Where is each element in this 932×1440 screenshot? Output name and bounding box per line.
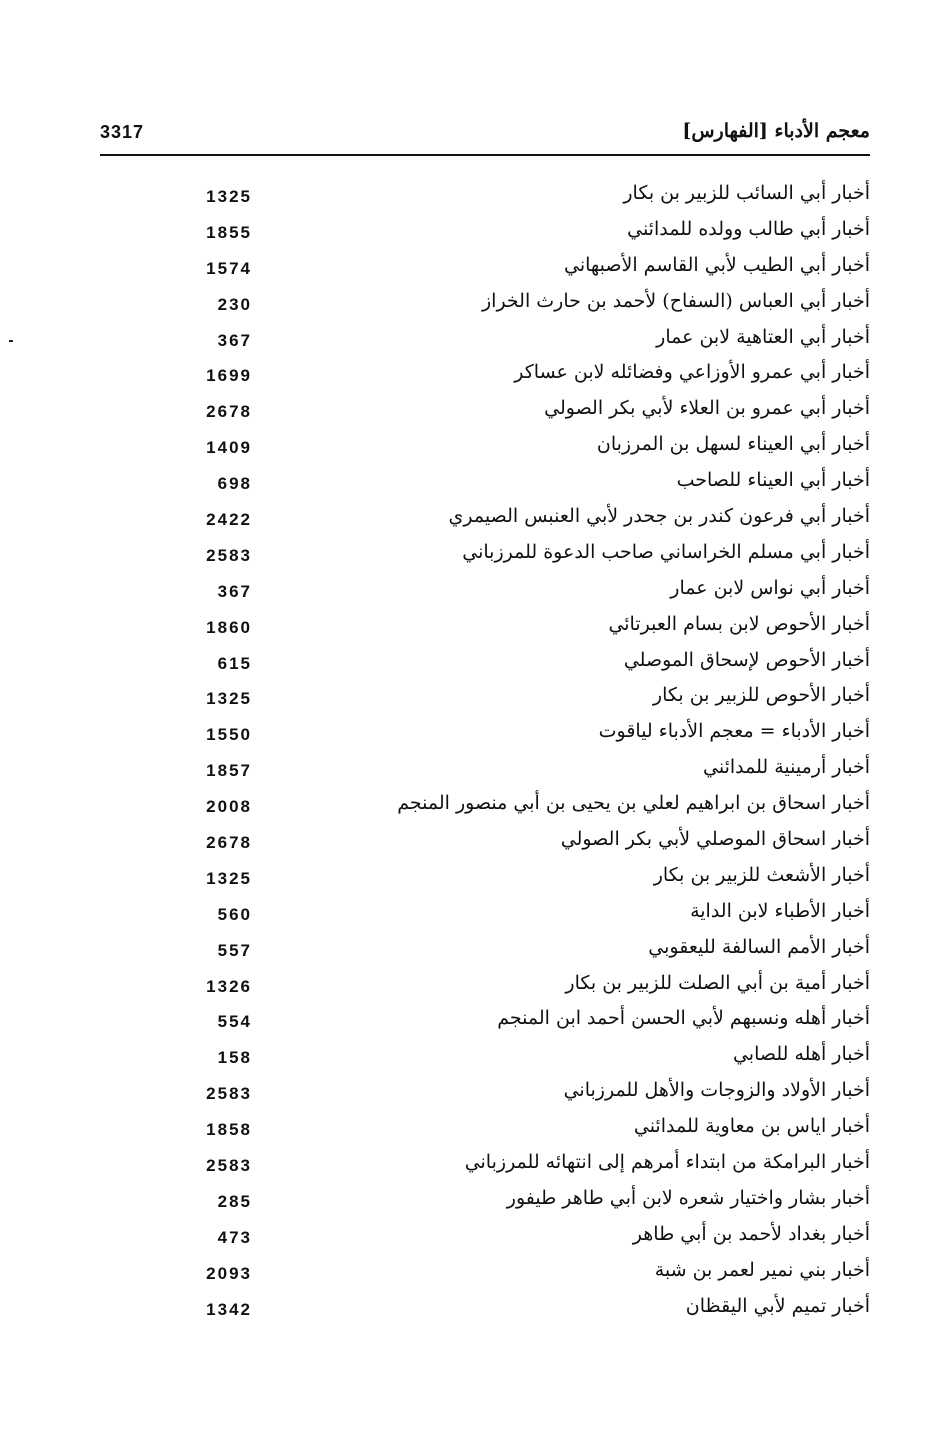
index-entry: [0, 1003, 932, 1039]
index-entry: [0, 1291, 932, 1327]
entry-title: أخبار الأطباء لابن الداية: [690, 899, 870, 922]
entry-title: أخبار أرمينية للمدائني: [703, 756, 870, 779]
index-entry: [0, 1147, 932, 1183]
entry-page-number: 2008: [206, 797, 252, 817]
entry-page-number: 1574: [206, 258, 252, 278]
entry-page-number: 2422: [206, 510, 252, 530]
entry-title: أخبار أبي عمرو الأوزاعي وفضائله لابن عساكر: [514, 361, 870, 384]
entry-page-number: 2583: [206, 545, 252, 565]
entry-page-number: 1409: [206, 438, 252, 458]
index-entry: [0, 214, 932, 250]
entry-page-number: 473: [217, 1227, 252, 1247]
index-entry: [0, 322, 932, 358]
entry-title: أخبار الأمم السالفة لليعقوبي: [648, 935, 870, 958]
entry-title: أخبار الأشعث للزبير بن بكار: [653, 863, 870, 886]
index-entry: [0, 1075, 932, 1111]
entry-title: أخبار اياس بن معاوية للمدائني: [633, 1115, 870, 1138]
index-entry: [0, 465, 932, 501]
index-entry: [0, 1219, 932, 1255]
entry-title: أخبار اسحاق الموصلي لأبي بكر الصولي: [560, 828, 870, 851]
index-entry: [0, 896, 932, 932]
entry-page-number: 1342: [206, 1299, 252, 1319]
entry-page-number: 367: [217, 330, 252, 350]
entry-title: أخبار أبي الطيب لأبي القاسم الأصبهاني: [563, 253, 870, 276]
entry-page-number: 698: [217, 474, 252, 494]
index-entry: [0, 824, 932, 860]
entry-title: أخبار أبي مسلم الخراساني صاحب الدعوة للمرزباني: [462, 540, 870, 563]
entry-title: أخبار أبي السائب للزبير بن بكار: [623, 182, 870, 204]
index-entry: [0, 573, 932, 609]
entry-page-number: 367: [217, 581, 252, 601]
entry-title: أخبار الأحوص لإسحاق الموصلي: [623, 648, 870, 671]
entry-title: أخبار الأحوص للزبير بن بكار: [652, 684, 870, 707]
entry-page-number: 1699: [206, 366, 252, 386]
entry-title: أخبار تميم لأبي اليقظان: [685, 1294, 870, 1317]
entry-title: أخبار بغداد لأحمد بن أبي طاهر: [632, 1222, 870, 1245]
index-entry: [0, 1039, 932, 1075]
entry-title: أخبار بني نمير لعمر بن شبة: [654, 1258, 870, 1281]
index-entry: [0, 1255, 932, 1291]
entry-page-number: 158: [217, 1048, 252, 1068]
entry-page-number: 2583: [206, 1084, 252, 1104]
entry-title: أخبار بشار واختيار شعره لابن أبي طاهر طيفور: [506, 1186, 870, 1209]
index-entry: [0, 357, 932, 393]
entry-title: أخبار الأدباء = معجم الأدباء لياقوت: [598, 720, 870, 743]
page-header: [100, 118, 870, 156]
entry-title: أخبار الأحوص لابن بسام العبرتائي: [608, 612, 870, 635]
entry-title: أخبار أهله ونسبهم لأبي الحسن أحمد ابن المنجم: [497, 1007, 870, 1030]
index-entry: [0, 537, 932, 573]
entry-page-number: 615: [217, 653, 252, 673]
index-entry: [0, 1111, 932, 1147]
index-entry: [0, 716, 932, 752]
entry-page-number: 1860: [206, 617, 252, 637]
entry-page-number: 2093: [206, 1263, 252, 1283]
entry-page-number: 2678: [206, 402, 252, 422]
entry-page-number: 285: [217, 1191, 252, 1211]
entry-title: أخبار أبي عمرو بن العلاء لأبي بكر الصولي: [544, 397, 870, 420]
index-entry: [0, 393, 932, 429]
entry-title: أخبار البرامكة من ابتداء أمرهم إلى انتهائه للمرزباني: [464, 1151, 870, 1174]
entry-page-number: 1857: [206, 761, 252, 781]
entry-title: أخبار اسحاق بن ابراهيم لعلي بن يحيى بن أبي منصور المنجم: [397, 792, 870, 815]
entry-title: أخبار أبي العيناء للصاحب: [676, 469, 870, 492]
entry-page-number: 1325: [206, 689, 252, 709]
entry-page-number: 557: [217, 940, 252, 960]
entry-title: أخبار أهله للصابي: [732, 1043, 870, 1066]
entry-page-number: 1325: [206, 868, 252, 888]
index-entry: [0, 178, 932, 214]
index-entry: [0, 609, 932, 645]
index-entry: [0, 429, 932, 465]
entry-title: أخبار أبي فرعون كندر بن جحدر لأبي العنبس الصيمري: [448, 505, 870, 528]
index-entry: [0, 250, 932, 286]
page-number: 3317: [100, 122, 145, 142]
entry-title: أخبار أبي العيناء لسهل بن المرزبان: [596, 433, 870, 456]
entry-title: أخبار أبي العتاهية لابن عمار: [656, 325, 870, 348]
index-list: [0, 178, 932, 1327]
entry-title: أخبار أمية بن أبي الصلت للزبير بن بكار: [565, 971, 870, 994]
index-entry: [0, 286, 932, 322]
entry-title: أخبار الأولاد والزوجات والأهل للمرزباني: [563, 1079, 870, 1102]
index-entry: [0, 968, 932, 1004]
entry-page-number: 2583: [206, 1156, 252, 1176]
entry-page-number: 2678: [206, 833, 252, 853]
running-title: معجم الأدباء [الفهارس]: [682, 120, 870, 142]
index-entry: [0, 932, 932, 968]
entry-page-number: 1858: [206, 1120, 252, 1140]
entry-title: أخبار أبي العباس (السفاح) لأحمد بن حارث الخراز: [481, 289, 870, 312]
index-entry: [0, 788, 932, 824]
index-entry: [0, 680, 932, 716]
index-entry: [0, 752, 932, 788]
entry-page-number: 1855: [206, 222, 252, 242]
entry-page-number: 1325: [206, 187, 252, 206]
index-entry: [0, 1183, 932, 1219]
entry-page-number: 230: [217, 294, 252, 314]
entry-page-number: 560: [217, 904, 252, 924]
index-entry: [0, 860, 932, 896]
entry-title: أخبار أبي طالب وولده للمدائني: [627, 217, 870, 240]
entry-title: أخبار أبي نواس لابن عمار: [670, 576, 870, 599]
index-entry: [0, 501, 932, 537]
entry-page-number: 554: [217, 1012, 252, 1032]
index-entry: [0, 645, 932, 681]
entry-page-number: 1326: [206, 976, 252, 996]
entry-page-number: 1550: [206, 725, 252, 745]
